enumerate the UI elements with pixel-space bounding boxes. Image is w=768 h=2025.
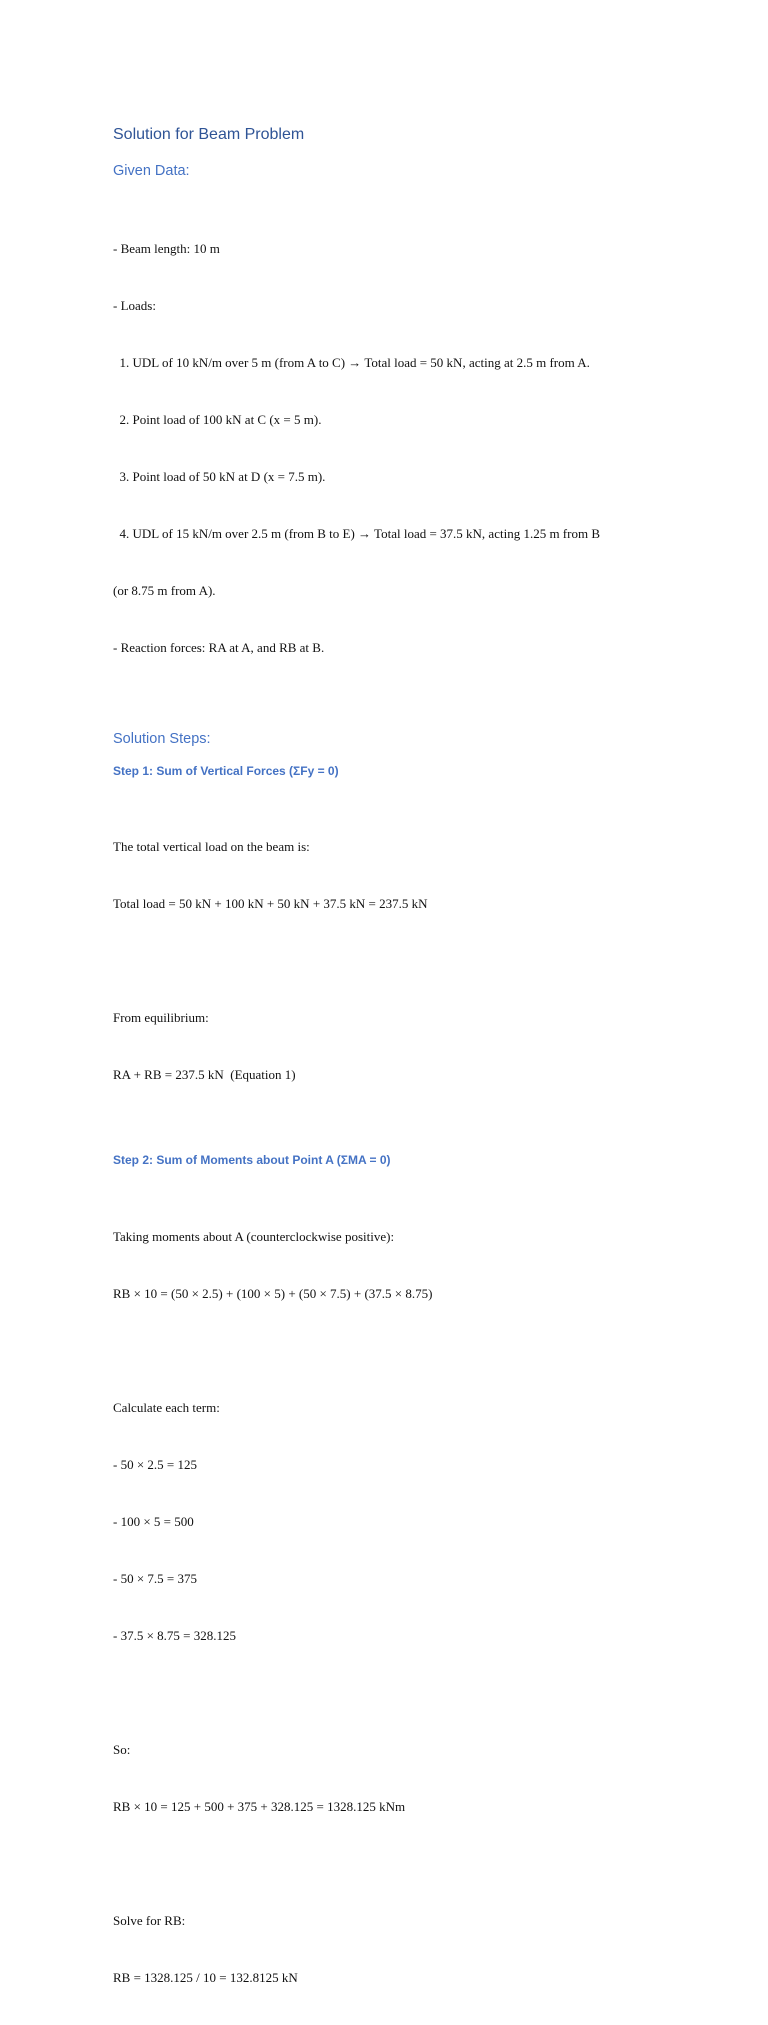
step1-heading: Step 1: Sum of Vertical Forces (ΣFy = 0) [113, 764, 339, 778]
text-line: The total vertical load on the beam is: [113, 839, 310, 854]
given-line: 2. Point load of 100 kN at C (x = 5 m). [113, 412, 322, 427]
given-line: - Beam length: 10 m [113, 241, 220, 256]
text-line: So: [113, 1742, 131, 1757]
text-line: RB = 1328.125 / 10 = 132.8125 kN [113, 1970, 298, 1985]
given-line: - Loads: [113, 298, 156, 313]
text-line: - 50 × 7.5 = 375 [113, 1571, 197, 1586]
given-line: 1. UDL of 10 kN/m over 5 m (from A to C) → Total load = 50 kN, acting at 2.5 m from A. [113, 355, 590, 370]
step1-paragraph-1 [113, 799, 653, 951]
given-line: 3. Point load of 50 kN at D (x = 7.5 m). [113, 469, 326, 484]
text-line: Solve for RB: [113, 1913, 186, 1928]
text-line: - 100 × 5 = 500 [113, 1514, 194, 1529]
document-content [113, 124, 653, 2025]
given-line: - Reaction forces: RA at A, and RB at B. [113, 640, 325, 655]
text-line: - 50 × 2.5 = 125 [113, 1457, 197, 1472]
step2-paragraph-4 [113, 1873, 653, 2025]
step2-heading: Step 2: Sum of Moments about Point A (ΣMA = 0) [113, 1153, 391, 1167]
text-line: RB × 10 = 125 + 500 + 375 + 328.125 = 1328.125 kNm [113, 1799, 406, 1814]
step1-paragraph-2 [113, 970, 653, 1122]
step2-paragraph-3 [113, 1702, 653, 1854]
text-line: Total load = 50 kN + 100 kN + 50 kN + 37.5 kN = 237.5 kN [113, 896, 428, 911]
given-data-heading: Given Data: [113, 163, 190, 179]
given-line: 4. UDL of 15 kN/m over 2.5 m (from B to E) → Total load = 37.5 kN, acting 1.25 m from B [113, 526, 600, 541]
text-line: Taking moments about A (counterclockwise positive): [113, 1229, 395, 1244]
step2-paragraph-2 [113, 1360, 653, 1683]
given-line: (or 8.75 m from A). [113, 583, 216, 598]
text-line: RA + RB = 237.5 kN (Equation 1) [113, 1067, 296, 1082]
document-title: Solution for Beam Problem [113, 126, 305, 143]
step2-paragraph-1 [113, 1189, 653, 1341]
text-line: Calculate each term: [113, 1400, 220, 1415]
solution-steps-heading: Solution Steps: [113, 731, 211, 747]
given-data-list [113, 201, 653, 695]
text-line: From equilibrium: [113, 1010, 209, 1025]
text-line: RB × 10 = (50 × 2.5) + (100 × 5) + (50 × 7.5) + (37.5 × 8.75) [113, 1286, 433, 1301]
text-line: - 37.5 × 8.75 = 328.125 [113, 1628, 236, 1643]
